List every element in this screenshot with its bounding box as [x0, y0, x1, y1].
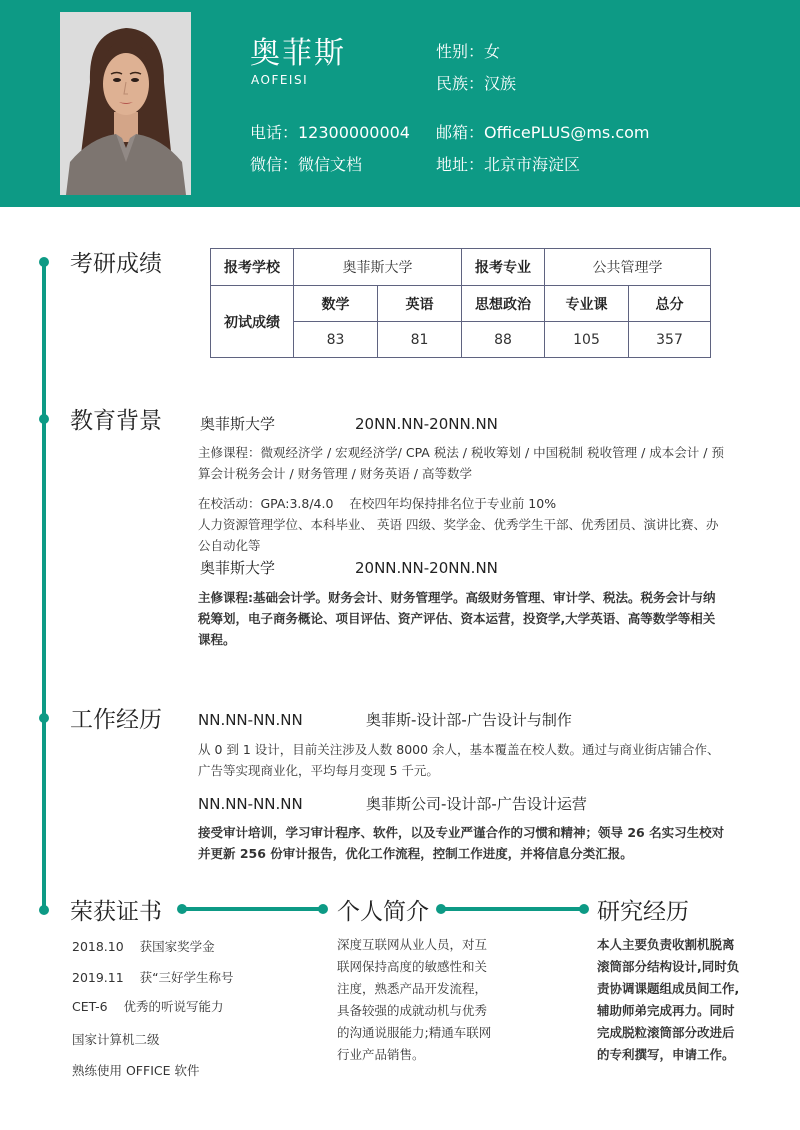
timeline-dot-work — [39, 713, 49, 723]
subject-header-cell: 总分 — [629, 286, 711, 322]
section-title-work: 工作经历 — [70, 707, 162, 733]
section-title-profile: 个人简介 — [337, 899, 429, 925]
profile-photo — [60, 12, 191, 195]
profile-text: 深度互联网从业人员，对互联网保持高度的敏感性和关注度，熟悉产品开发流程，具备较强的成就动机与优秀的沟通说服能力;精通车联网行业产品销售。 — [337, 937, 492, 1062]
work-dates: NN.NN-NN.NN — [198, 795, 303, 813]
timeline-line — [42, 262, 46, 910]
subject-header-cell: 英语 — [378, 286, 462, 322]
score-cell: 81 — [378, 322, 462, 358]
education-dates: 20NN.NN-20NN.NN — [355, 415, 498, 433]
candidate-name-pinyin: AOFEISI — [251, 73, 309, 87]
header-banner — [0, 0, 800, 207]
connector-dot — [318, 904, 328, 914]
award-item: 熟练使用 OFFICE 软件 — [72, 1063, 200, 1078]
section-title-education: 教育背景 — [70, 408, 162, 434]
education-school: 奥菲斯大学 — [200, 559, 276, 577]
score-cell: 105 — [545, 322, 629, 358]
work-description: 从 0 到 1 设计，目前关注涉及人数 8000 余人，基本覆盖在校人数。通过与商业街店铺合作、广告等实现商业化，平均每月变现 5 千元。 — [198, 742, 720, 778]
timeline-dot-exam — [39, 257, 49, 267]
connector-line — [441, 907, 584, 911]
education-achievements: 人力资源管理学位、本科毕业、 英语 四级、奖学金、优秀学生干部、优秀团员、演讲比赛、办公自动化等 — [198, 517, 719, 553]
phone-field: 电话：12300000004 — [250, 123, 410, 142]
subject-header-cell: 数学 — [294, 286, 378, 322]
section-title-research: 研究经历 — [597, 899, 689, 925]
school-label-cell: 报考学校 — [211, 249, 294, 286]
award-item: 2019.11 获“三好学生称号 — [72, 970, 234, 985]
education-dates: 20NN.NN-20NN.NN — [355, 559, 498, 577]
award-item: 国家计算机二级 — [72, 1032, 160, 1047]
gender-field: 性别：女 — [436, 42, 501, 61]
work-description: 接受审计培训，学习审计程序、软件，以及专业严谨合作的习惯和精神；领导 26 名实习生校对并更新 256 份审计报告，优化工作流程，控制工作进度，并将信息分类汇报。 — [198, 825, 725, 861]
section-title-exam: 考研成绩 — [70, 251, 162, 277]
award-item: 2018.10 获国家奖学金 — [72, 939, 215, 954]
education-courses: 主修课程：微观经济学 / 宏观经济学/ CPA 税法 / 税收筹划 / 中国税制 税收管理 / 成本会计 / 预算会计税务会计 / 财务管理 / 财务英语 / 高等数学 — [198, 445, 724, 481]
work-position: 奥菲斯公司-设计部-广告设计运营 — [366, 795, 587, 813]
connector-dot — [579, 904, 589, 914]
wechat-field: 微信：微信文档 — [250, 155, 363, 174]
score-cell: 83 — [294, 322, 378, 358]
major-value-cell: 公共管理学 — [545, 249, 711, 286]
ethnicity-field: 民族：汉族 — [436, 74, 517, 93]
school-value-cell: 奥菲斯大学 — [294, 249, 462, 286]
address-field: 地址：北京市海淀区 — [436, 155, 581, 174]
major-label-cell: 报考专业 — [462, 249, 545, 286]
work-position: 奥菲斯-设计部-广告设计与制作 — [366, 711, 572, 729]
score-cell: 357 — [629, 322, 711, 358]
candidate-name: 奥菲斯 — [250, 36, 346, 71]
education-school: 奥菲斯大学 — [200, 415, 276, 433]
work-dates: NN.NN-NN.NN — [198, 711, 303, 729]
score-label-cell: 初试成绩 — [211, 286, 294, 358]
connector-line — [182, 907, 323, 911]
section-title-awards: 荣获证书 — [70, 899, 162, 925]
education-courses: 主修课程:基础会计学。财务会计、财务管理学。高级财务管理、审计学、税法。税务会计与纳税筹划，电子商务概论、项目评估、资产评估、资本运营，投资学,大学英语、高等数学等相关课程。 — [198, 590, 716, 647]
timeline-dot-education — [39, 414, 49, 424]
subject-header-cell: 专业课 — [545, 286, 629, 322]
education-activities: 在校活动：GPA:3.8/4.0 在校四年均保持排名位于专业前 10% — [198, 496, 557, 511]
award-item: CET-6 优秀的听说写能力 — [72, 999, 224, 1014]
research-text: 本人主要负责收割机脱离滚筒部分结构设计,同时负责协调课题组成员间工作,辅助师弟完成再力。同时完成脱粒滚筒部分改进后的专利撰写，申请工作。 — [597, 937, 740, 1062]
subject-header-cell: 思想政治 — [462, 286, 545, 322]
email-field: 邮箱：OfficePLUS@ms.com — [436, 123, 650, 142]
timeline-dot-awards — [39, 905, 49, 915]
score-cell: 88 — [462, 322, 545, 358]
exam-score-table — [210, 248, 711, 358]
